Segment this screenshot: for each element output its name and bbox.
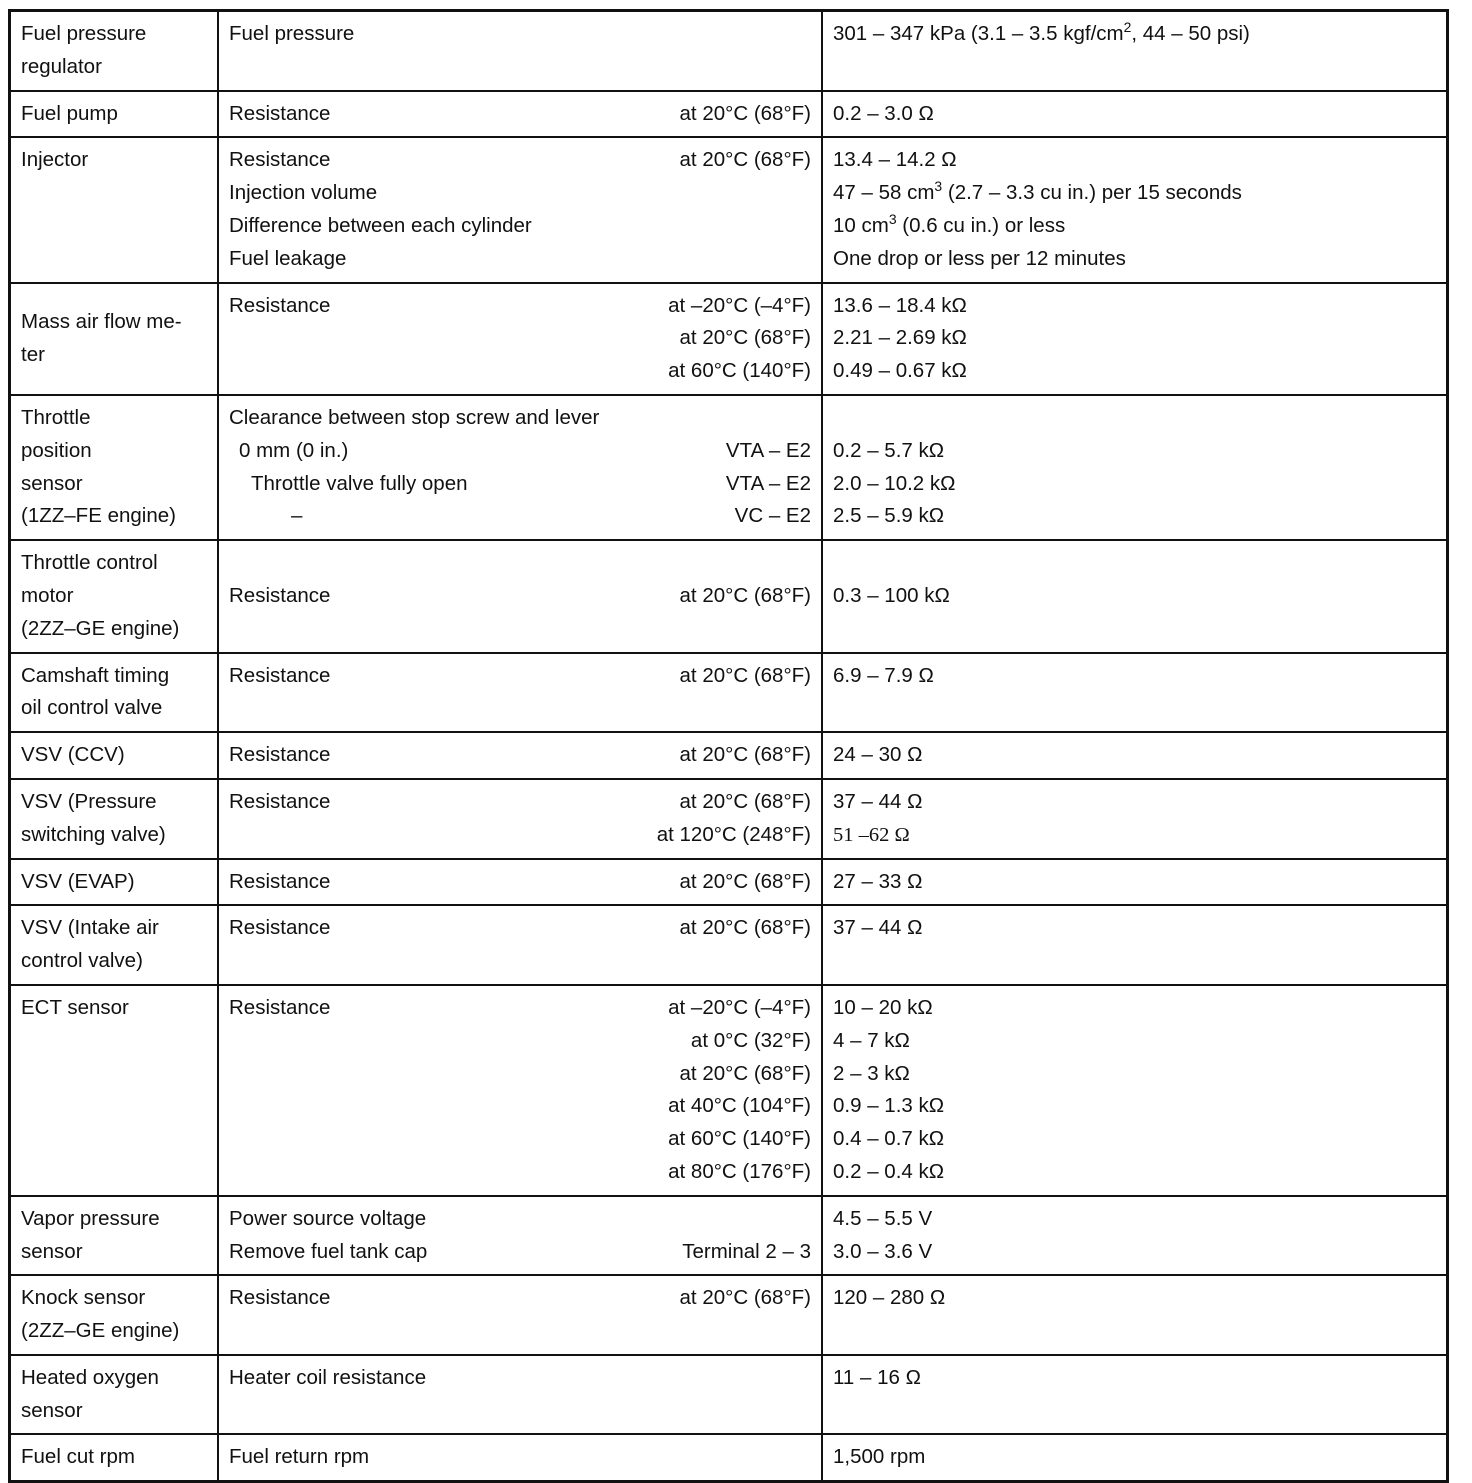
condition-label: Terminal 2 – 3: [682, 1239, 811, 1263]
condition-label: at 20°C (68°F): [679, 1061, 811, 1085]
spec-value: 0.3 – 100 kΩ: [833, 583, 950, 607]
item-label: Injection volume: [229, 181, 378, 205]
component-cell: [10, 653, 219, 733]
item-label: Fuel leakage: [229, 246, 347, 270]
condition-label: at 20°C (68°F): [679, 663, 811, 687]
value-cell: [822, 732, 1448, 779]
table-row: [10, 11, 1448, 91]
spec-value: 0.4 – 0.7 kΩ: [833, 1127, 945, 1151]
spec-value: 1,500 rpm: [833, 1445, 926, 1469]
condition-label: at 0°C (32°F): [690, 1028, 811, 1052]
table-row: [10, 137, 1448, 282]
item-label: Remove fuel tank cap: [229, 1239, 428, 1263]
component-label: Heated oxygen: [21, 1365, 159, 1389]
table-row: [10, 732, 1448, 779]
component-label: sensor: [21, 471, 83, 495]
value-cell: [822, 1434, 1448, 1481]
spec-value: 10 – 20 kΩ: [833, 995, 933, 1019]
item-cell: [218, 1275, 822, 1355]
value-cell: [822, 1275, 1448, 1355]
value-cell: [822, 1196, 1448, 1276]
value-cell: [822, 91, 1448, 138]
condition-label: at 20°C (68°F): [679, 916, 811, 940]
component-label: Fuel cut rpm: [21, 1445, 135, 1469]
spec-value: 0.2 – 5.7 kΩ: [833, 438, 945, 462]
component-cell: [10, 540, 219, 652]
spec-value: 3.0 – 3.6 V: [833, 1239, 933, 1263]
component-label: Mass air flow me-: [21, 309, 182, 333]
item-cell: [218, 859, 822, 906]
component-label: Camshaft timing: [21, 663, 170, 687]
spec-value: 4 – 7 kΩ: [833, 1028, 910, 1052]
component-cell: [10, 1355, 219, 1435]
condition-label: at –20°C (–4°F): [668, 293, 811, 317]
specification-table: [8, 9, 1449, 1483]
condition-label: VTA – E2: [725, 471, 811, 495]
condition-label: at 20°C (68°F): [679, 148, 811, 172]
table-row: [10, 1196, 1448, 1276]
component-cell: [10, 137, 219, 282]
item-label: Fuel pressure: [229, 22, 355, 45]
component-cell: [10, 985, 219, 1196]
spec-value: 10 $cm^3$ (0.6 cu in.) or less: [833, 211, 1066, 237]
spec-value: 2.21 – 2.69 kΩ: [833, 326, 967, 350]
item-label: Throttle valve fully open: [251, 471, 468, 495]
item-label: Resistance: [229, 583, 331, 607]
spec-value: 2.5 – 5.9 kΩ: [833, 504, 945, 528]
component-cell: [10, 11, 219, 91]
value-cell: [822, 540, 1448, 652]
condition-label: at 20°C (68°F): [679, 583, 811, 607]
table-row: [10, 985, 1448, 1196]
component-label: sensor: [21, 1398, 83, 1422]
item-cell: [218, 732, 822, 779]
item-label: 0 mm (0 in.): [239, 438, 349, 462]
item-label: Resistance: [229, 789, 331, 813]
condition-label: at 20°C (68°F): [679, 101, 811, 125]
table-row: [10, 91, 1448, 138]
value-cell: [822, 11, 1448, 91]
item-label: Fuel return rpm: [229, 1445, 370, 1469]
component-label: Fuel pressure: [21, 22, 147, 45]
component-label: Injector: [21, 148, 89, 172]
spec-value: 0.9 – 1.3 kΩ: [833, 1094, 945, 1118]
item-label: –: [291, 504, 303, 528]
component-cell: [10, 1434, 219, 1481]
value-cell: [822, 1355, 1448, 1435]
item-cell: [218, 395, 822, 540]
item-cell: [218, 11, 822, 91]
component-label: VSV (CCV): [21, 743, 125, 767]
spec-value: 37 – 44 Ω: [833, 789, 923, 813]
component-cell: [10, 905, 219, 985]
table-row: [10, 905, 1448, 985]
item-cell: [218, 540, 822, 652]
component-label: VSV (EVAP): [21, 869, 135, 893]
item-label: Difference between each cylinder: [229, 213, 532, 237]
condition-label: at 40°C (104°F): [668, 1094, 811, 1118]
item-label: Resistance: [229, 101, 331, 125]
table-row: [10, 1275, 1448, 1355]
component-label: control valve): [21, 949, 143, 973]
value-cell: [822, 985, 1448, 1196]
component-label: VSV (Pressure: [21, 789, 157, 813]
spec-value: [833, 402, 1436, 435]
item-label: Resistance: [229, 1286, 331, 1310]
component-label: Knock sensor: [21, 1286, 146, 1310]
component-cell: [10, 283, 219, 395]
item-label: Power source voltage: [229, 1206, 427, 1230]
component-label: VSV (Intake air: [21, 916, 159, 940]
item-cell: [218, 985, 822, 1196]
spec-value: 2 – 3 kΩ: [833, 1061, 910, 1085]
component-cell: [10, 91, 219, 138]
value-cell: [822, 137, 1448, 282]
table-row: [10, 1434, 1448, 1481]
condition-label: VC – E2: [734, 504, 811, 528]
component-label: Throttle control: [21, 551, 158, 575]
condition-label: at 120°C (248°F): [656, 822, 811, 846]
table-row: [10, 283, 1448, 395]
component-label: Throttle: [21, 405, 91, 429]
component-label: ECT sensor: [21, 995, 129, 1019]
component-label: motor: [21, 583, 74, 607]
spec-value: 0.2 – 3.0 Ω: [833, 101, 934, 125]
component-label: oil control valve: [21, 696, 163, 720]
item-cell: [218, 779, 822, 859]
item-cell: [218, 1434, 822, 1481]
table-row: [10, 779, 1448, 859]
value-cell: [822, 395, 1448, 540]
item-cell: [218, 1196, 822, 1276]
item-label: Clearance between stop screw and lever: [229, 405, 600, 429]
item-label: Resistance: [229, 743, 331, 767]
component-label: Fuel pump: [21, 101, 118, 125]
condition-label: at 20°C (68°F): [679, 789, 811, 813]
spec-value: 0.2 – 0.4 kΩ: [833, 1159, 945, 1183]
spec-value: 47 – 58 $cm^3$ (2.7 – 3.3 cu in.) per 15 seconds: [833, 178, 1242, 205]
component-label: regulator: [21, 54, 102, 78]
spec-value: 120 – 280 Ω: [833, 1286, 946, 1310]
condition-label: at –20°C (–4°F): [668, 995, 811, 1019]
item-cell: [218, 283, 822, 395]
spec-value: 301 – 347 kPa (3.1 – 3.5 kgf/$cm^2$, 44 – 50 psi): [833, 19, 1250, 45]
spec-value: 4.5 – 5.5 V: [833, 1206, 933, 1230]
item-cell: [218, 1355, 822, 1435]
spec-value: 0.49 – 0.67 kΩ: [833, 359, 967, 383]
item-label: Resistance: [229, 663, 331, 687]
value-cell: [822, 859, 1448, 906]
item-label: Resistance: [229, 916, 331, 940]
component-cell: [10, 732, 219, 779]
value-cell: [822, 653, 1448, 733]
component-label: switching valve): [21, 822, 166, 846]
condition-label: at 60°C (140°F): [668, 1127, 811, 1151]
spec-value: 2.0 – 10.2 kΩ: [833, 471, 956, 495]
condition-label: at 80°C (176°F): [668, 1159, 811, 1183]
item-label: Resistance: [229, 995, 331, 1019]
component-cell: [10, 859, 219, 906]
component-label: (1ZZ–FE engine): [21, 504, 176, 528]
component-label: Vapor pressure: [21, 1206, 160, 1230]
condition-label: at 20°C (68°F): [679, 1286, 811, 1310]
spec-value: 24 – 30 Ω: [833, 743, 923, 767]
component-label: ter: [21, 342, 45, 366]
item-cell: [218, 905, 822, 985]
component-cell: [10, 1275, 219, 1355]
spec-value: 27 – 33 Ω: [833, 869, 923, 893]
table-row: [10, 1355, 1448, 1435]
spec-value: 11 – 16 Ω: [833, 1365, 921, 1389]
item-label: Resistance: [229, 293, 331, 317]
value-cell: [822, 905, 1448, 985]
spec-value: 6.9 – 7.9 Ω: [833, 663, 934, 687]
table-row: [10, 395, 1448, 540]
component-label: sensor: [21, 1239, 83, 1263]
component-cell: [10, 1196, 219, 1276]
component-label: (2ZZ–GE engine): [21, 1319, 180, 1343]
spec-value: 13.6 – 18.4 kΩ: [833, 293, 967, 317]
condition-label: at 60°C (140°F): [668, 359, 811, 383]
item-label: Resistance: [229, 148, 331, 172]
component-label: position: [21, 438, 92, 462]
condition-label: VTA – E2: [725, 438, 811, 462]
spec-value: 37 – 44 Ω: [833, 916, 923, 940]
component-label: (2ZZ–GE engine): [21, 616, 180, 640]
item-label: Heater coil resistance: [229, 1365, 427, 1389]
condition-label: at 20°C (68°F): [679, 869, 811, 893]
item-cell: [218, 653, 822, 733]
item-label: Resistance: [229, 869, 331, 893]
condition-label: at 20°C (68°F): [679, 326, 811, 350]
spec-value: 51 –62 Ω: [833, 823, 910, 846]
component-cell: [10, 779, 219, 859]
table-row: [10, 540, 1448, 652]
item-cell: [218, 137, 822, 282]
condition-label: at 20°C (68°F): [679, 743, 811, 767]
spec-value: 13.4 – 14.2 Ω: [833, 148, 957, 172]
value-cell: [822, 283, 1448, 395]
item-cell: [218, 91, 822, 138]
spec-value: One drop or less per 12 minutes: [833, 246, 1126, 270]
value-cell: [822, 779, 1448, 859]
table-row: [10, 653, 1448, 733]
component-cell: [10, 395, 219, 540]
table-row: [10, 859, 1448, 906]
